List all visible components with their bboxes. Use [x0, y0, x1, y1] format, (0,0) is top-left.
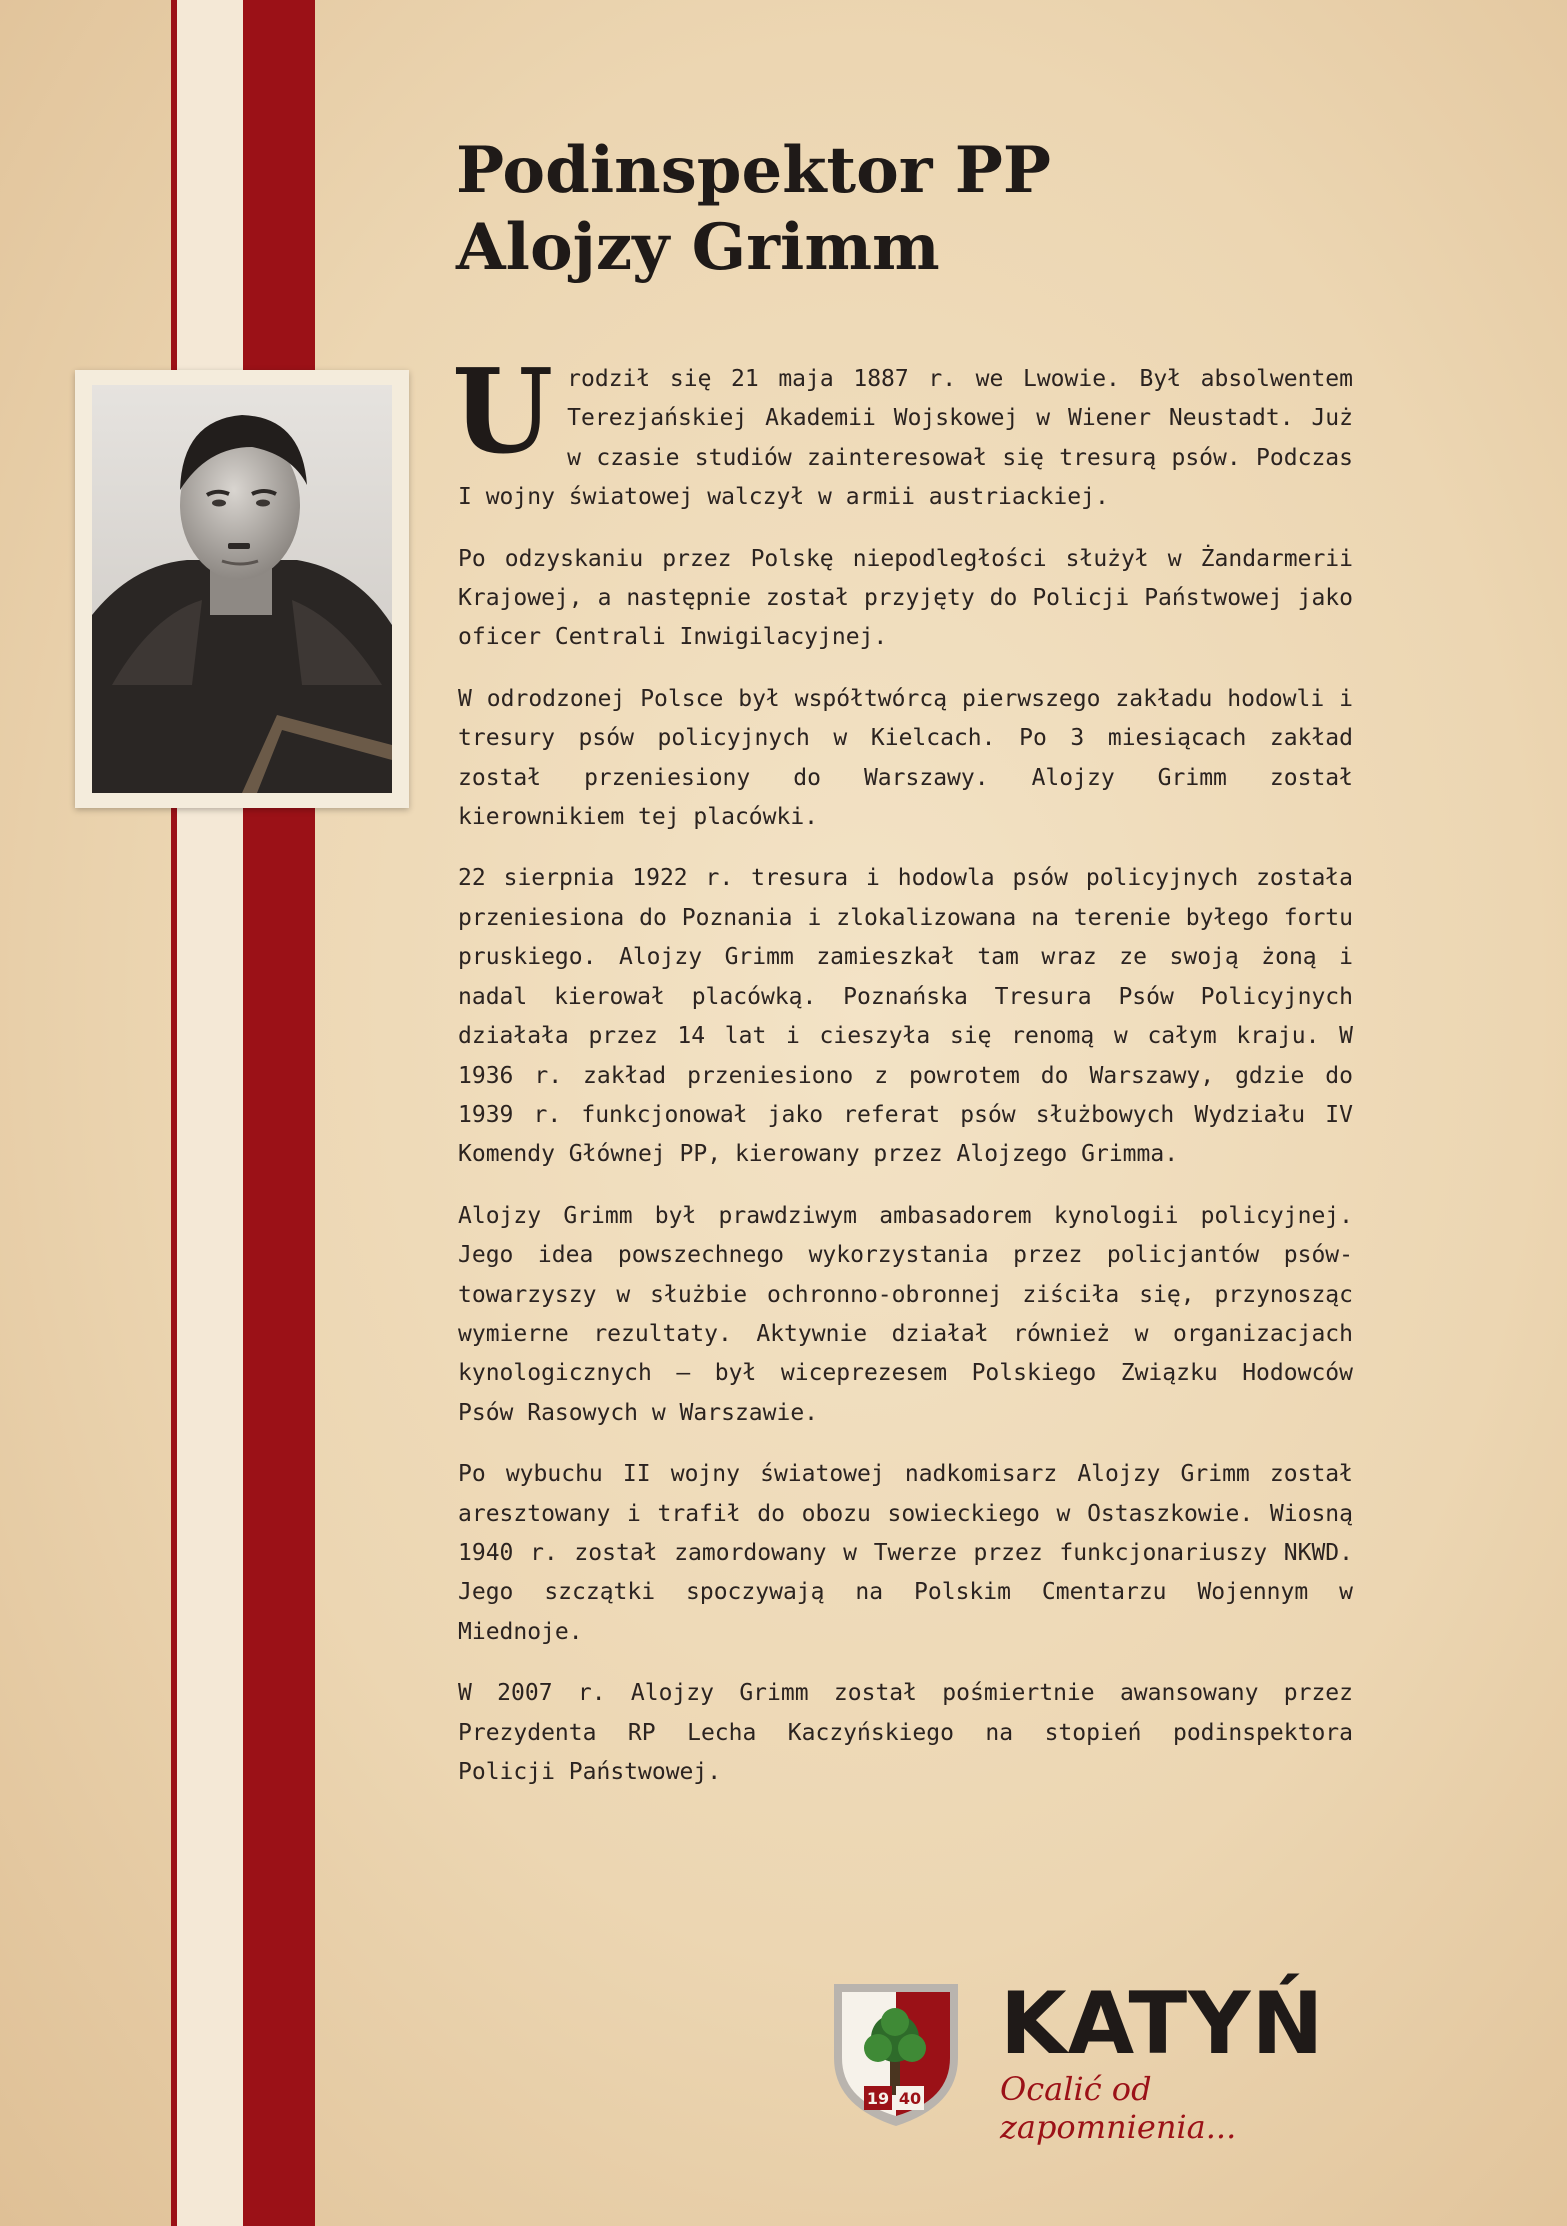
paragraph-7: W 2007 r. Alojzy Grimm został pośmiertnie awansowany przez Prezydenta RP Lecha Kaczyńskiego na stopień podinspektora Policji Państwowej. — [458, 1680, 1353, 1785]
paragraph-2: Po odzyskaniu przez Polskę niepodległości służył w Żandarmerii Krajowej, a następnie został przyjęty do Policji Państwowej jako oficer Centrali Inwigilacyjnej. — [458, 545, 1353, 651]
shield-year-right: 40 — [898, 2089, 922, 2108]
page-title — [456, 132, 1356, 286]
shield-year-left: 19 — [866, 2089, 890, 2108]
drop-cap: U — [452, 344, 554, 480]
title-line-2: Alojzy Grimm — [456, 210, 940, 285]
title-line-1: Podinspektor PP — [456, 133, 1052, 208]
katyn-logo — [830, 1972, 1360, 2146]
paragraph-6: Po wybuchu II wojny światowej nadkomisarz Alojzy Grimm został aresztowany i trafił do obozu sowieckiego w Ostaszkowie. Wiosną 1940 r. został zamordowany w Twerze przez funkcjonariuszy NKWD. Jego szczątki spoczywają na Polskim Cmentarzu Wojennym w Miednoje. — [458, 1461, 1353, 1645]
biography-text — [452, 344, 1353, 1814]
paragraph-1-text: rodził się 21 maja 1887 r. we Lwowie. Był absolwentem Terezjańskiej Akademii Wojskowej w Wiener Neustadt. Już w czasie studiów zainteresował się tresurą psów. Podczas I wojny światowej walczył w armii austriackiej. — [458, 366, 1353, 511]
logo-brand: KATYŃ — [1000, 1974, 1325, 2074]
shield-icon — [830, 1980, 962, 2130]
portrait-image — [92, 385, 392, 793]
paragraph-1 — [452, 344, 1353, 518]
flag-stripe-light — [177, 0, 243, 2226]
paragraph-4: 22 sierpnia 1922 r. tresura i hodowla psów policyjnych została przeniesiona do Poznania i zlokalizowana na terenie byłego fortu pruskiego. Alojzy Grimm zamieszkał tam wraz ze swoją żoną i nadal kierował placówką. Poznańska Tresura Psów Policyjnych działała przez 14 lat i cieszyła się renomą w całym kraju. W 1936 r. zakład przeniesiono z powrotem do Warszawy, gdzie do 1939 r. funkcjonował jako referat psów służbowych Wydziału IV Komendy Głównej PP, kierowany przez Alojzego Grimma. — [458, 865, 1353, 1168]
paragraph-5: Alojzy Grimm był prawdziwym ambasadorem kynologii policyjnej. Jego idea powszechnego wykorzystania przez policjantów psów-towarzyszy w służbie ochronno-obronnej ziściła się, przynosząc wymierne rezultaty. Aktywnie działał również w organizacjach kynologicznych – był wiceprezesem Polskiego Związku Hodowców Psów Rasowych w Warszawie. — [458, 1202, 1353, 1426]
paragraph-3: W odrodzonej Polsce był współtwórcą pierwszego zakładu hodowli i tresury psów policyjnych w Kielcach. Po 3 miesiącach zakład został przeniesiony do Warszawy. Alojzy Grimm został kierownikiem tej placówki. — [458, 685, 1353, 831]
flag-stripe-wide — [243, 0, 315, 2226]
portrait-photo — [75, 370, 409, 808]
logo-tagline: Ocalić od zapomnienia... — [1000, 2070, 1237, 2146]
